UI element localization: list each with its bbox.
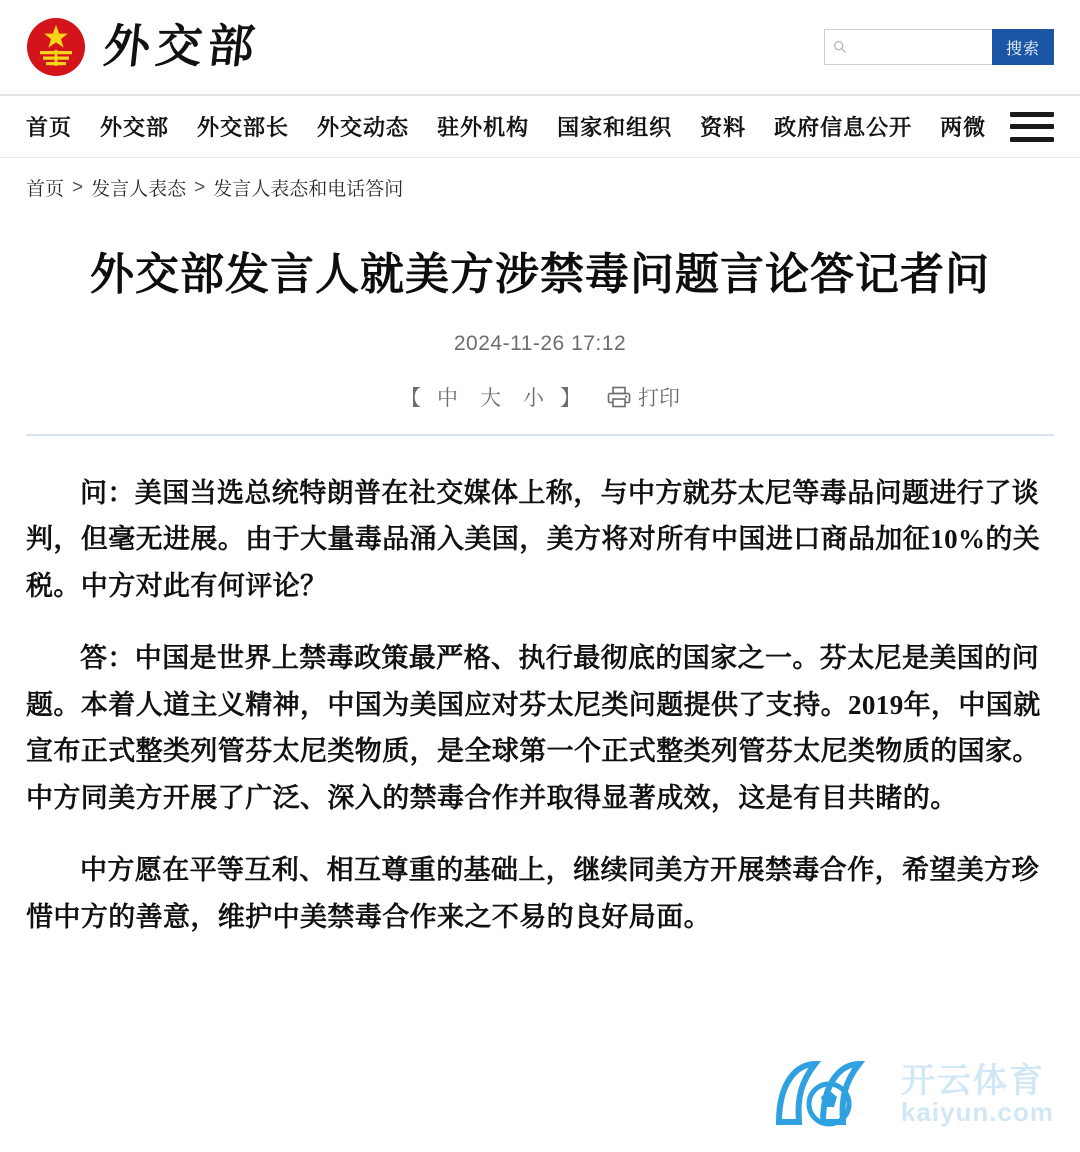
font-size-large-button[interactable]: 大 [480, 387, 501, 410]
print-label: 打印 [638, 387, 680, 410]
watermark-text [900, 1061, 1054, 1128]
article-body [26, 436, 1054, 940]
search-input-wrap[interactable] [824, 29, 992, 65]
nav-item-countries[interactable]: 国家和组织 [557, 115, 673, 140]
bracket-left: 【 [400, 387, 421, 410]
site-header [0, 0, 1080, 96]
article-timestamp: 2024-11-26 17:12 [453, 332, 627, 355]
article [0, 247, 1080, 940]
page-title: 外交部发言人就美方涉禁毒问题言论答记者问 [90, 250, 990, 299]
breadcrumb-separator: > [72, 176, 84, 198]
hamburger-bar [1010, 124, 1054, 129]
watermark [771, 1052, 1054, 1138]
search-icon [833, 40, 847, 54]
breadcrumb [0, 158, 1080, 211]
font-size-medium-button[interactable]: 中 [437, 387, 458, 410]
main-navigation [0, 96, 1080, 158]
nav-item-resources[interactable]: 资料 [700, 115, 747, 140]
site-logo-text: 外交部 [101, 21, 263, 72]
nav-item-openinfo[interactable]: 政府信息公开 [774, 115, 913, 140]
hamburger-bar [1010, 112, 1054, 117]
printer-icon [607, 386, 631, 408]
breadcrumb-item-spokesperson[interactable]: 发言人表态 [91, 179, 187, 200]
national-emblem-icon [26, 17, 86, 77]
breadcrumb-separator: > [194, 176, 206, 198]
article-paragraph-answer: 答：中国是世界上禁毒政策最严格、执行最彻底的国家之一。芬太尼是美国的问题。本着人道主义精神，中国为美国应对芬太尼类问题提供了支持。2019年，中国就宣布正式整类列管芬太尼类物质，是全球第一个正式整类列管芬太尼类物质的国家。中方同美方开展了广泛、深入的禁毒合作并取得显著成效，这是有目共睹的。 [26, 643, 1041, 813]
nav-list [26, 111, 1000, 142]
article-paragraph-question: 问：美国当选总统特朗普在社交媒体上称，与中方就芬太尼等毒品问题进行了谈判，但毫无进展。由于大量毒品涌入美国，美方将对所有中国进口商品加征10%的关税。中方对此有何评论？ [26, 478, 1041, 601]
search-area [824, 29, 1054, 65]
nav-item-minister[interactable]: 外交部长 [197, 115, 290, 140]
nav-item-ministry[interactable]: 外交部 [100, 115, 170, 140]
watermark-brand: 开云体育 [900, 1061, 1045, 1100]
watermark-domain: kaiyun.com [900, 1097, 1054, 1128]
nav-item-news[interactable]: 外交动态 [317, 115, 410, 140]
breadcrumb-item-home[interactable]: 首页 [26, 179, 65, 200]
print-button[interactable] [607, 382, 680, 412]
article-paragraph-closing: 中方愿在平等互利、相互尊重的基础上，继续同美方开展禁毒合作，希望美方珍惜中方的善意，维护中美禁毒合作来之不易的良好局面。 [26, 855, 1039, 932]
kaiyun-logo-icon [771, 1052, 891, 1138]
hamburger-bar [1010, 137, 1054, 142]
nav-item-social[interactable]: 两微 [940, 115, 987, 140]
nav-item-missions[interactable]: 驻外机构 [437, 115, 530, 140]
bracket-right: 】 [560, 387, 581, 410]
search-button[interactable]: 搜索 [992, 29, 1054, 65]
breadcrumb-item-current[interactable]: 发言人表态和电话答问 [213, 179, 404, 200]
nav-item-home[interactable]: 首页 [26, 115, 73, 140]
hamburger-menu-icon[interactable] [1010, 112, 1054, 142]
font-size-small-button[interactable]: 小 [523, 387, 544, 410]
article-toolbar [26, 382, 1054, 436]
